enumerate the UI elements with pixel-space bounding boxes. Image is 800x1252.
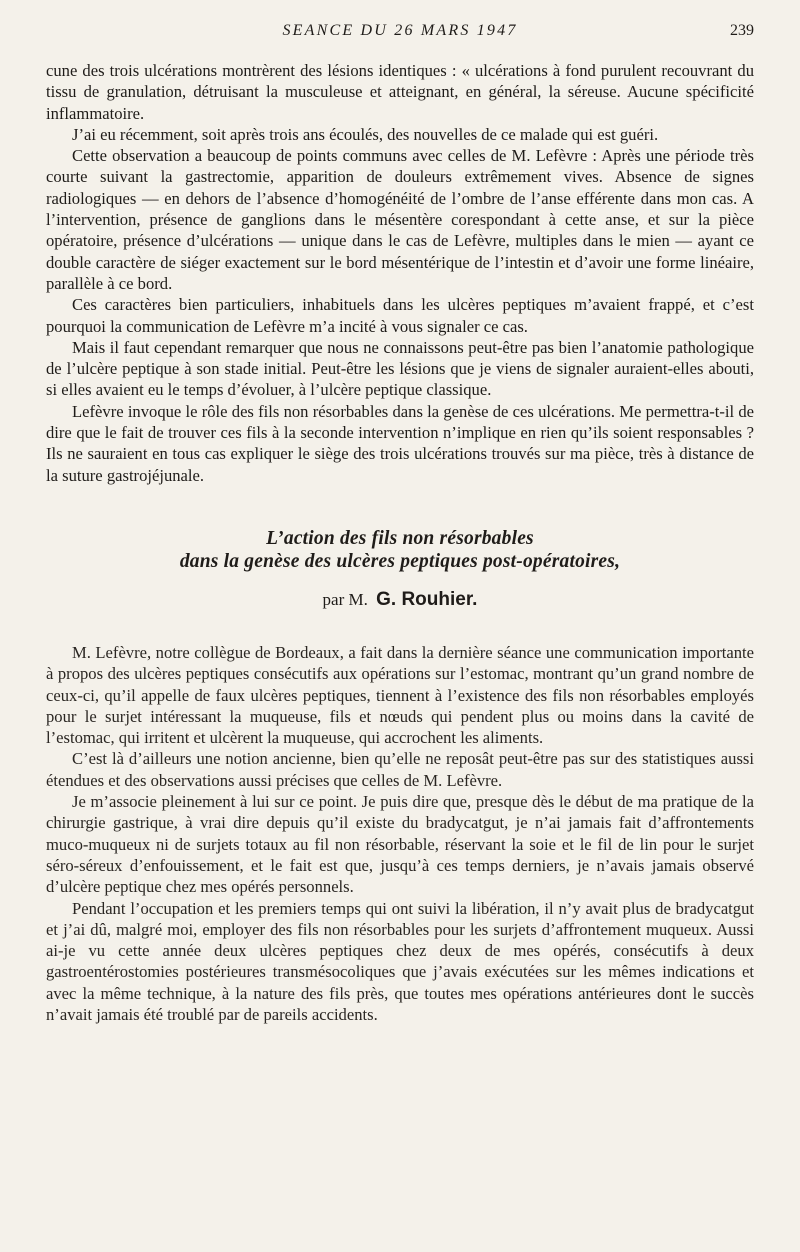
running-title: SEANCE DU 26 MARS 1947 [282,22,518,39]
article-title-line-2: dans la genèse des ulcères peptiques post-opératoires, [179,550,621,572]
article-title [46,527,754,573]
author-name: G. Rouhier. [376,588,478,610]
paragraph: Cette observation a beaucoup de points communs avec celles de M. Lefèvre : Après une période très courte suivant la gastrectomie, apparition de douleurs extrêmement vives. Absence de signes radiologiques — en dehors de l’absence d’homogénéité de l’ombre de l’anse efférente dans mon cas. A l’intervention, présence de ganglions dans le mésentère corespondant à cette anse, et sur la pièce opératoire, présence d’ulcérations — unique dans le cas de Lefèvre, multiples dans le mien — ayant ce double caractère de siéger exactement sur le bord mésentérique de l’intestin et d’avoir une forme linéaire, parallèle à ce bord. [46,146,754,293]
article-title-line-1: L’action des fils non résorbables [266,527,534,549]
paragraph: Lefèvre invoque le rôle des fils non résorbables dans la genèse de ces ulcérations. Me permettra-t-il de dire que le fait de trouver ces fils à la seconde intervention n’implique en rien qu’ils soient responsables ? Ils ne sauraient en tous cas expliquer le siège des trois ulcérations trouvés sur ma pièce, très à distance de la suture gastrojéjunale. [46,401,754,485]
article-heading [46,527,754,611]
byline-prefix: par M. [322,589,368,609]
second-section [46,642,754,1025]
paragraph: Je m’associe pleinement à lui sur ce point. Je puis dire que, presque dès le début de ma pratique de la chirurgie gastrique, à vrai dire depuis qu’il existe du bradycatgut, je n’ai jamais fait d’affrontements muco-muqueux ni de surjets totaux au fil non résorbable, réservant la soie et le fil de lin pour le surjet séro-séreux d’enfouissement, et le fait est que, jusqu’à ces temps derniers, je n’avais jamais observé d’ulcère peptique chez mes opérés personnels. [46,792,754,897]
paragraph: Pendant l’occupation et les premiers temps qui ont suivi la libération, il n’y avait plus de bradycatgut et j’ai dû, malgré moi, employer des fils non résorbables pour les surjets d’affrontement muqueux. Aussi ai-je vu cette année deux ulcères peptiques chez deux de mes opérés, consécutifs à deux gastroentérostomies postérieures transmésocoliques que j’avais exécutées sur les mêmes indications et avec la même technique, à la nature des fils près, que toutes mes opérations antérieures dont le succès n’avait jamais été troublé par de pareils accidents. [46,898,754,1024]
paragraph: Ces caractères bien particuliers, inhabituels dans les ulcères peptiques m’avaient frappé, et c’est pourquoi la communication de Lefèvre m’a incité à vous signaler ce cas. [46,295,754,336]
running-header [46,0,754,60]
paragraph: C’est là d’ailleurs une notion ancienne, bien qu’elle ne reposât peut-être pas sur des statistiques aussi étendues et des observations aussi précises que celles de M. Lefèvre. [46,749,754,790]
paragraph: Mais il faut cependant remarquer que nous ne connaissons peut-être pas bien l’anatomie pathologique de l’ulcère peptique à son stade initial. Peut-être les lésions que je viens de signaler auraient-elles abouti, si elles avaient eu le temps d’évoluer, à l’ulcère peptique classique. [46,337,754,400]
paragraph: M. Lefèvre, notre collègue de Bordeaux, a fait dans la dernière séance une communication importante à propos des ulcères peptiques consécutifs aux opérations sur l’estomac, montrant qu’un grand nombre de ceux-ci, qu’il appelle de faux ulcères peptiques, tiennent à l’existence des fils non résorbables employés pour le surjet intéressant la muqueuse, fils et nœuds qui pendent plus ou moins dans la cavité de l’estomac, qui irritent et ulcèrent la muqueuse, qui accrochent les aliments. [46,642,754,748]
first-section [46,60,754,486]
byline [46,589,754,611]
paragraph: cune des trois ulcérations montrèrent des lésions identiques : « ulcérations à fond purulent recouvrant du tissu de granulation, détruisant la musculeuse et atteignant, en général, la séreuse. Aucune spécificité inflammatoire. [46,61,754,123]
paragraph: J’ai eu récemment, soit après trois ans écoulés, des nouvelles de ce malade qui est guéri. [72,124,659,144]
page-number: 239 [730,22,754,39]
